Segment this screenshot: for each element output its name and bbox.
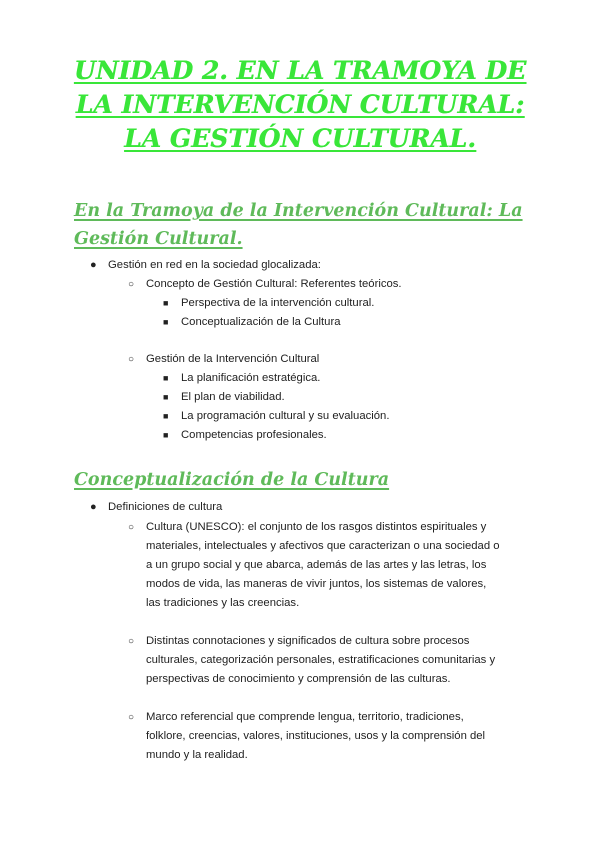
list-item: Gestión en red en la sociedad glocalizada: [108, 259, 321, 271]
list-item: Definiciones de cultura [108, 501, 223, 513]
list-item: La planificación estratégica. [181, 372, 321, 384]
list-bullet: ○ [128, 712, 135, 723]
paragraph-line: Distintas connotaciones y significados de cultura sobre procesos [146, 635, 470, 647]
list-bullet: ■ [163, 298, 169, 308]
list-bullet: ○ [128, 522, 135, 533]
list-item: Competencias profesionales. [181, 429, 327, 441]
paragraph-line: a un grupo social y que abarca, además de las artes y las letras, los [146, 559, 487, 571]
list-bullet: ■ [163, 411, 169, 421]
list-item: Perspectiva de la intervención cultural. [181, 297, 375, 309]
list-bullet: ■ [163, 392, 169, 402]
paragraph-line: folklore, creencias, valores, instituciones, usos y la comprensión del [146, 730, 486, 742]
paragraph-line: culturales, categorización personales, estratificaciones comunitarias y [146, 654, 496, 666]
paragraph-line: perspectivas de conocimiento y comprensión de las culturas. [146, 673, 451, 685]
list-bullet: ● [90, 501, 97, 513]
list-bullet: ○ [128, 279, 135, 290]
list-item: Concepto de Gestión Cultural: Referentes teóricos. [146, 278, 402, 290]
list-item: El plan de viabilidad. [181, 391, 285, 403]
paragraph-line: Marco referencial que comprende lengua, territorio, tradiciones, [146, 711, 464, 723]
list-bullet: ■ [163, 430, 169, 440]
paragraph-line: materiales, intelectuales y afectivos que caracterizan o una sociedad o [146, 540, 500, 552]
list-bullet: ○ [128, 636, 135, 647]
paragraph-line: Cultura (UNESCO): el conjunto de los rasgos distintos espirituales y [146, 521, 487, 533]
paragraph-line: mundo y la realidad. [146, 749, 248, 761]
section-heading-gestion-cultural: En la Tramoya de la Intervención Cultural: La Gestión Cultural. [74, 201, 523, 249]
list-bullet: ■ [163, 317, 169, 327]
list-bullet: ○ [128, 354, 135, 365]
list-item: La programación cultural y su evaluación. [181, 410, 390, 422]
list-bullet: ● [90, 259, 97, 271]
list-bullet: ■ [163, 373, 169, 383]
paragraph-line: las tradiciones y las creencias. [146, 597, 300, 609]
section-heading-conceptualizacion: Conceptualización de la Cultura [74, 470, 390, 490]
list-item: Conceptualización de la Cultura [181, 316, 341, 328]
page-title: UNIDAD 2. EN LA TRAMOYA DE LA INTERVENCIÓN CULTURAL: LA GESTIÓN CULTURAL. [73, 56, 527, 153]
paragraph-line: modos de vida, las maneras de vivir juntos, los sistemas de valores, [146, 578, 487, 590]
list-item: Gestión de la Intervención Cultural [146, 353, 320, 365]
